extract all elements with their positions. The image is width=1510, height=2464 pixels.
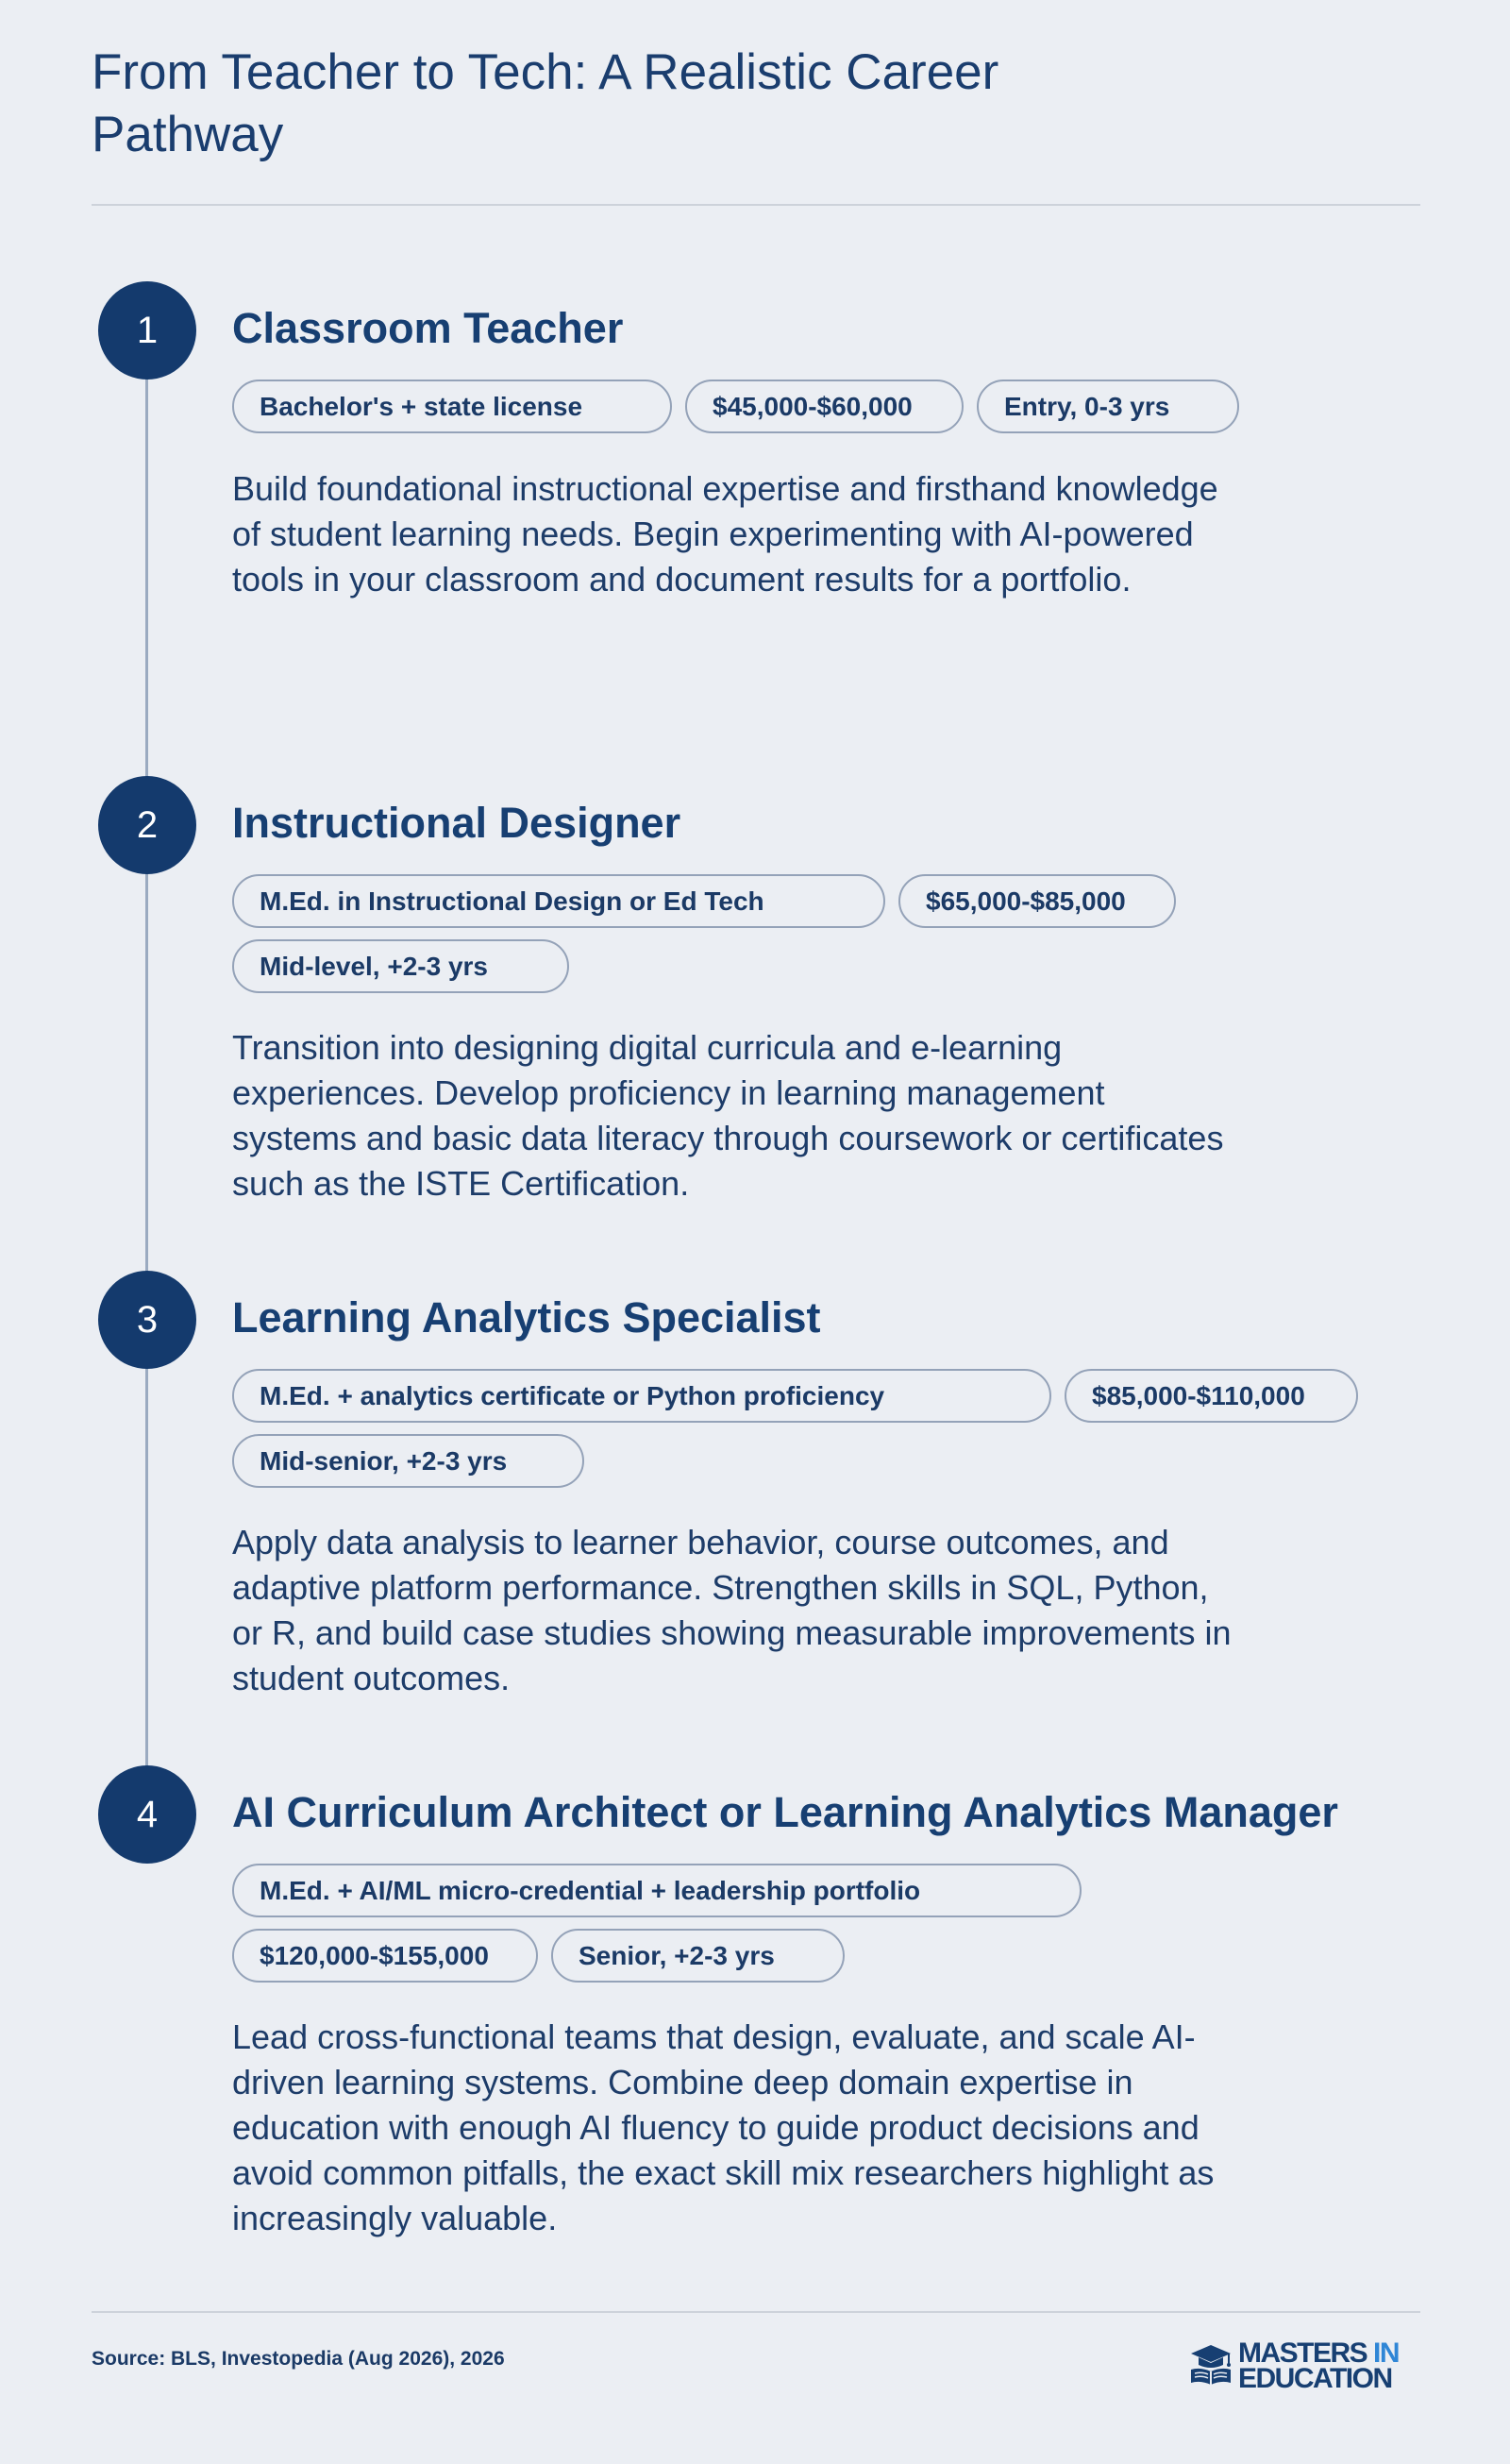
timeline-line (145, 330, 148, 1803)
logo-word-in: IN (1373, 2337, 1400, 2369)
step-tags (232, 874, 1214, 993)
logo-word-masters: MASTERS (1238, 2337, 1374, 2369)
step-tags (232, 380, 1239, 433)
logo-word-education: EDUCATION (1238, 2363, 1392, 2394)
graduation-cap-book-icon (1187, 2341, 1234, 2388)
education-tag: M.Ed. + AI/ML micro-credential + leadership portfolio (232, 1864, 1082, 1917)
salary-tag: $120,000-$155,000 (232, 1929, 538, 1983)
masters-in-education-logo (1187, 2332, 1423, 2398)
salary-tag: $85,000-$110,000 (1065, 1369, 1358, 1423)
footer-divider (92, 2311, 1420, 2313)
salary-tag: $65,000-$85,000 (898, 874, 1176, 928)
experience-tag: Senior, +2-3 yrs (551, 1929, 845, 1983)
step-number-badge: 1 (98, 281, 196, 380)
step-number-badge: 2 (98, 776, 196, 874)
step-description: Lead cross-functional teams that design, evaluate, and scale AI-driven learning systems. Combine deep domain expertise in education with enough AI fluency to guide product decisions and avoid common pitfalls, the exact skill mix researchers highlight as increasingly valuable. (232, 2017, 1215, 2237)
step-description: Apply data analysis to learner behavior, course outcomes, and adaptive platform performance. Strengthen skills in SQL, Python, or R, and build case studies showing measurable improvements in student outcomes. (232, 1523, 1232, 1697)
salary-tag: $45,000-$60,000 (685, 380, 964, 433)
page-title: From Teacher to Tech: A Realistic Career Pathway (92, 44, 999, 162)
step-number-badge: 3 (98, 1271, 196, 1369)
step-title: Instructional Designer (232, 799, 681, 847)
step-tags (232, 1369, 1402, 1488)
experience-tag: Entry, 0-3 yrs (977, 380, 1239, 433)
step-description: Build foundational instructional expertise and firsthand knowledge of student learning needs. Begin experimenting with AI-powered tools in your classroom and document results for a portfolio. (232, 469, 1218, 599)
step-number-badge: 4 (98, 1765, 196, 1864)
experience-tag: Mid-level, +2-3 yrs (232, 939, 569, 993)
step-tags (232, 1864, 1176, 1983)
education-tag: M.Ed. in Instructional Design or Ed Tech (232, 874, 885, 928)
step-description: Transition into designing digital curricula and e-learning experiences. Develop proficiency in learning management systems and basic data literacy through coursework or certificates such as the ISTE Certification. (232, 1028, 1224, 1203)
source-note: Source: BLS, Investopedia (Aug 2026), 2026 (92, 2348, 505, 2370)
logo-wordmark (1238, 2337, 1400, 2394)
header-divider (92, 204, 1420, 206)
experience-tag: Mid-senior, +2-3 yrs (232, 1434, 584, 1488)
education-tag: Bachelor's + state license (232, 380, 672, 433)
step-title: AI Curriculum Architect or Learning Analytics Manager (232, 1788, 1338, 1836)
education-tag: M.Ed. + analytics certificate or Python proficiency (232, 1369, 1051, 1423)
step-title: Classroom Teacher (232, 304, 624, 352)
step-title: Learning Analytics Specialist (232, 1293, 821, 1342)
